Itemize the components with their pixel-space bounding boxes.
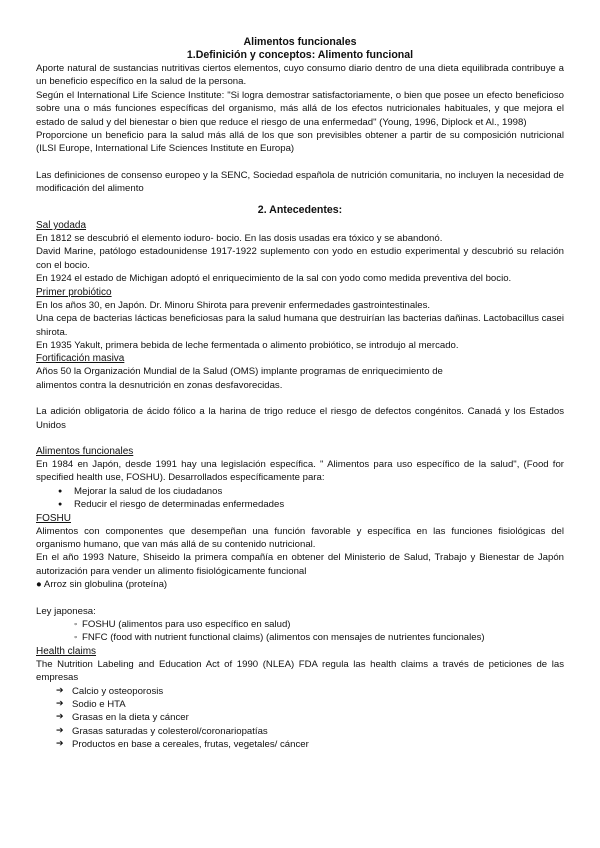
list-item: ➔ Sodio e HTA bbox=[56, 698, 564, 711]
list-item: ➔ Grasas en la dieta y cáncer bbox=[56, 711, 564, 724]
ley-japonesa-heading: Ley japonesa: bbox=[36, 605, 96, 617]
sal-line-2: David Marine, patólogo estadounidense 1917-1922 suplemento con yodo en estudio experimental y descubrió su relación con el bocio. bbox=[36, 246, 564, 271]
document-page bbox=[36, 36, 564, 752]
sec1-paragraph-3: Proporcione un beneficio para la salud más allá de los que son previsibles obtener a partir de su composición nutricional (ILSI Europe, International Life Sciences Institute en Europa) bbox=[36, 130, 564, 155]
foshu-heading: FOSHU bbox=[36, 512, 71, 524]
list-item: ➔ Productos en base a cereales, frutas, vegetales/ cáncer bbox=[56, 738, 564, 751]
fortificacion-line-2: alimentos contra la desnutrición en zonas desfavorecidas. bbox=[36, 379, 283, 391]
alimentos-funcionales-heading: Alimentos funcionales bbox=[36, 445, 134, 457]
sal-line-1: En 1812 se descubrió el elemento ioduro- bocio. En las dosis usadas era tóxico y se abandonó. bbox=[36, 233, 443, 245]
funcionales-text: En 1984 en Japón, desde 1991 hay una legislación específica. " Alimentos para uso específico de la salud", (Food for specified health use, FOSHU). Desarrollados específicamente para: bbox=[36, 458, 564, 484]
section-1-heading: 1.Definición y conceptos: Alimento funcional bbox=[186, 49, 414, 61]
sec1-paragraph-2: Según el International Life Science Institute: "Si logra demostrar satisfactoriamente, o bien que posee un efecto beneficioso sobre una o más funciones específicas del organismo, más allá de los efectos nutricionales habituales, y que mejora el estado de salud y del bienestar o bien que reduce el riesgo de una enfermedad" (Young, 1996, Diplock et Al., 1998) bbox=[36, 89, 564, 128]
sec1-paragraph-1: Aporte natural de sustancias nutritivas ciertos elementos, cuyo consumo diario dentro de una dieta equilibrada contribuye a un beneficio específico en la salud de la persona. bbox=[36, 63, 564, 88]
list-item: ● Mejorar la salud de los ciudadanos bbox=[58, 485, 564, 498]
list-item: ◦ FNFC (food with nutrient functional claims) (alimentos con mensajes de nutrientes funcionales) bbox=[74, 631, 564, 644]
list-item: ➔ Calcio y osteoporosis bbox=[56, 685, 564, 698]
sal-yodada-heading: Sal yodada bbox=[36, 220, 87, 232]
sal-line-3: En 1924 el estado de Michigan adoptó el enriquecimiento de la sal con yodo como medida preventiva del bocio. bbox=[36, 273, 512, 285]
list-item: ◦ FOSHU (alimentos para uso específico en salud) bbox=[74, 618, 564, 631]
health-claims-text: The Nutrition Labeling and Education Act of 1990 (NLEA) FDA regula las health claims a través de peticiones de las empresas bbox=[36, 658, 564, 684]
fortificacion-line-1: Años 50 la Organización Mundial de la Salud (OMS) implante programas de enriquecimiento de bbox=[36, 366, 443, 378]
document-title: Alimentos funcionales bbox=[243, 36, 357, 48]
sec1-note: Las definiciones de consenso europeo y la SENC, Sociedad española de nutrición comunitaria, no incluyen la necesidad de modificación del alimento bbox=[36, 169, 564, 195]
health-claims-heading: Health claims bbox=[36, 645, 97, 657]
section-2-heading: 2. Antecedentes: bbox=[257, 203, 343, 216]
foshu-line-3: ● Arroz sin globulina (proteína) bbox=[36, 579, 168, 591]
fortificacion-heading: Fortificación masiva bbox=[36, 353, 125, 365]
probiotico-line-1: En los años 30, en Japón. Dr. Minoru Shirota para prevenir enfermedades gastrointestinales. bbox=[36, 299, 431, 311]
probiotico-line-3: En 1935 Yakult, primera bebida de leche fermentada o alimento probiótico, se introdujo al mercado. bbox=[36, 339, 459, 351]
foshu-line-1: Alimentos con componentes que desempeñan una función favorable y específica en las funciones fisiológicas del organismo humano, que van más allá de su contenido nutricional. bbox=[36, 525, 564, 550]
list-item: ➔ Grasas saturadas y colesterol/coronariopatías bbox=[56, 725, 564, 738]
foshu-line-2: En el año 1993 Nature, Shiseido la primera compañía en obtener del Ministerio de Salud, Trabajo y Bienestar de Japón autorización para vender un alimento fisiológicamente funcional bbox=[36, 552, 564, 577]
funcionales-list bbox=[36, 485, 564, 512]
ley-list bbox=[36, 618, 564, 645]
list-item: ● Reducir el riesgo de determinadas enfermedades bbox=[58, 498, 564, 511]
probiotico-line-2: Una cepa de bacterias lácticas beneficiosas para la salud humana que destruirían las bacterias dañinas. Lactobacillus casei shirota. bbox=[36, 313, 564, 338]
probiotico-heading: Primer probiótico bbox=[36, 286, 112, 298]
acido-folico-text: La adición obligatoria de ácido fólico a la harina de trigo reduce el riesgo de defectos congénitos. Canadá y los Estados Unidos bbox=[36, 406, 564, 431]
health-claims-list bbox=[36, 685, 564, 752]
